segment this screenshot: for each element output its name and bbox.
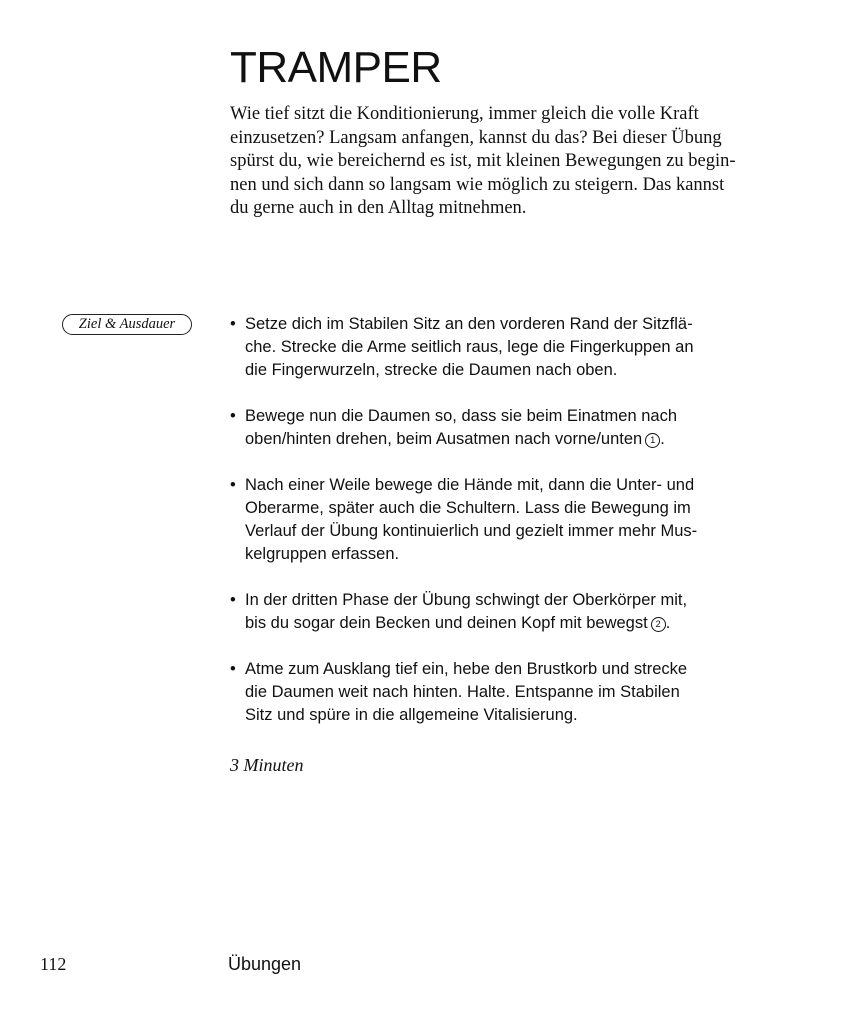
- step-line: kelgruppen erfassen.: [245, 545, 400, 563]
- bullet-marker: •: [230, 591, 236, 609]
- step-line: Nach einer Weile bewege die Hände mit, dann die Unter- und: [245, 476, 695, 494]
- intro-line: Wie tief sitzt die Konditionierung, immer gleich die volle Kraft: [230, 104, 699, 124]
- step-line: [245, 428, 750, 451]
- intro-paragraph: [230, 103, 750, 221]
- intro-line: spürst du, wie bereichernd es ist, mit kleinen Bewegungen zu begin-: [230, 151, 736, 171]
- step-line: Sitz und spüre in die allgemeine Vitalisierung.: [245, 706, 578, 724]
- figure-reference-1: 1: [645, 433, 660, 448]
- exercise-title: TRAMPER: [230, 43, 442, 92]
- step-punctuation: .: [660, 430, 665, 448]
- bullet-marker: •: [230, 660, 236, 678]
- instruction-step: [230, 589, 750, 635]
- running-footer-section: Übungen: [228, 954, 302, 974]
- step-line: Oberarme, später auch die Schultern. Lass die Bewegung im: [245, 499, 691, 517]
- intro-line: einzusetzen? Langsam anfangen, kannst du das? Bei dieser Übung: [230, 127, 722, 148]
- step-line: [245, 612, 750, 635]
- instruction-step: [230, 474, 750, 566]
- intro-line: nen und sich dann so langsam wie möglich zu steigern. Das kannst: [230, 174, 725, 195]
- step-line-text: bis du sogar dein Becken und deinen Kopf mit bewegst: [245, 614, 648, 632]
- step-line: Bewege nun die Daumen so, dass sie beim Einatmen nach: [245, 407, 678, 425]
- bullet-marker: •: [230, 407, 236, 425]
- instruction-step: [230, 405, 750, 451]
- figure-reference-2: 2: [651, 617, 666, 632]
- bullet-marker: •: [230, 476, 236, 494]
- step-line: Verlauf der Übung kontinuierlich und gezielt immer mehr Mus-: [245, 522, 698, 540]
- step-line: In der dritten Phase der Übung schwingt der Oberkörper mit,: [245, 591, 688, 609]
- step-line: Setze dich im Stabilen Sitz an den vorderen Rand der Sitzflä-: [245, 315, 693, 333]
- category-tag: Ziel & Ausdauer: [62, 314, 192, 335]
- bullet-marker: •: [230, 315, 236, 333]
- step-punctuation: .: [665, 614, 671, 632]
- instruction-step: [230, 658, 750, 727]
- step-line: die Fingerwurzeln, strecke die Daumen nach oben.: [245, 361, 618, 379]
- step-line: che. Strecke die Arme seitlich raus, lege die Fingerkuppen an: [245, 338, 694, 356]
- duration-text: 3 Minuten: [230, 755, 304, 775]
- step-line: die Daumen weit nach hinten. Halte. Entspanne im Stabilen: [245, 683, 680, 701]
- page-number: 112: [40, 954, 67, 974]
- instruction-list: [230, 313, 750, 750]
- intro-line: du gerne auch in den Alltag mitnehmen.: [230, 198, 527, 218]
- step-line: Atme zum Ausklang tief ein, hebe den Brustkorb und strecke: [245, 660, 688, 678]
- step-line-text: oben/hinten drehen, beim Ausatmen nach vorne/unten: [245, 430, 643, 448]
- instruction-step: [230, 313, 750, 382]
